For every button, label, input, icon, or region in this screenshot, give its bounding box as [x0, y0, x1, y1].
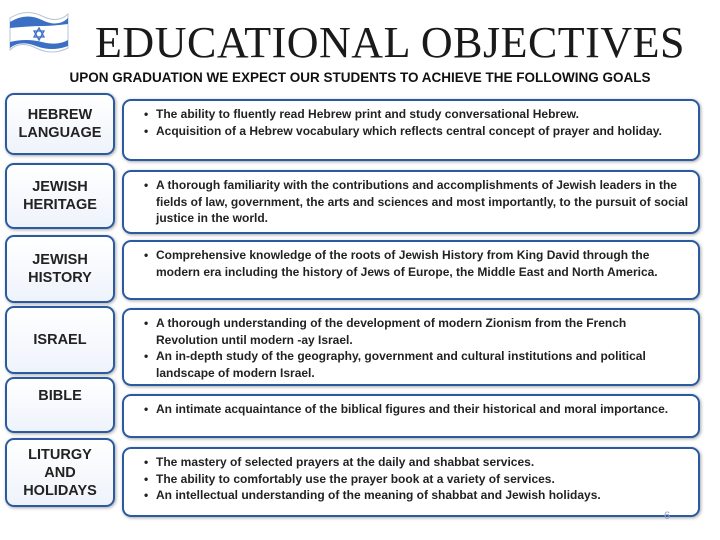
category-label-liturgy-holidays: [5, 438, 115, 507]
objectives-box-israel: [122, 308, 700, 386]
objective-list: [144, 401, 690, 418]
objective-list: [144, 247, 690, 280]
category-label-hebrew-language: [5, 93, 115, 155]
page-title: EDUCATIONAL OBJECTIVES: [95, 18, 685, 67]
category-label-jewish-history: [5, 235, 115, 303]
page-subtitle: UPON GRADUATION WE EXPECT OUR STUDENTS TO ACHIEVE THE FOLLOWING GOALS: [69, 70, 651, 85]
page-number: 6: [664, 510, 671, 522]
category-label-jewish-heritage: [5, 163, 115, 229]
objective-item: • The mastery of selected prayers at the daily and shabbat services.: [144, 454, 690, 471]
objective-item: • Comprehensive knowledge of the roots of Jewish History from King David through the modern era including the history of Jews of Europe, the Middle East and North America.: [144, 247, 690, 280]
objective-list: [144, 454, 690, 504]
objective-item: • The ability to fluently read Hebrew print and study conversational Hebrew.: [144, 106, 690, 123]
category-label-text: ISRAEL: [33, 332, 87, 348]
category-label-text: LITURGY AND HOLIDAYS: [23, 446, 97, 499]
objective-item: • An in-depth study of the geography, government and cultural institutions and political landscape of modern Israel.: [144, 348, 690, 381]
objective-item: • A thorough familiarity with the contributions and accomplishments of Jewish leaders in the fields of law, government, the arts and sciences and most importantly, to the pursuit of social justice in the world.: [144, 177, 690, 227]
objective-list: [144, 315, 690, 381]
category-label-israel: [5, 306, 115, 374]
category-label-text: BIBLE: [38, 388, 82, 404]
category-label-text: JEWISH HISTORY: [28, 252, 92, 286]
objective-item: • Acquisition of a Hebrew vocabulary which reflects central concept of prayer and holiday.: [144, 123, 690, 140]
objective-item: • A thorough understanding of the development of modern Zionism from the French Revolution until modern -ay Israel.: [144, 315, 690, 348]
objective-item: • The ability to comfortably use the prayer book at a variety of services.: [144, 471, 690, 488]
category-label-text: HEBREW LANGUAGE: [18, 107, 102, 141]
objectives-box-hebrew-language: [122, 99, 700, 161]
objectives-box-liturgy-holidays: [122, 447, 700, 517]
objectives-box-bible: [122, 394, 700, 438]
objective-item: • An intellectual understanding of the meaning of shabbat and Jewish holidays.: [144, 487, 690, 504]
objective-list: [144, 106, 690, 139]
objective-item: • An intimate acquaintance of the biblical figures and their historical and moral importance.: [144, 401, 690, 418]
objectives-box-jewish-history: [122, 240, 700, 300]
objectives-box-jewish-heritage: [122, 170, 700, 234]
category-label-text: JEWISH HERITAGE: [23, 179, 97, 213]
category-label-bible: [5, 377, 115, 433]
objective-list: [144, 177, 690, 227]
